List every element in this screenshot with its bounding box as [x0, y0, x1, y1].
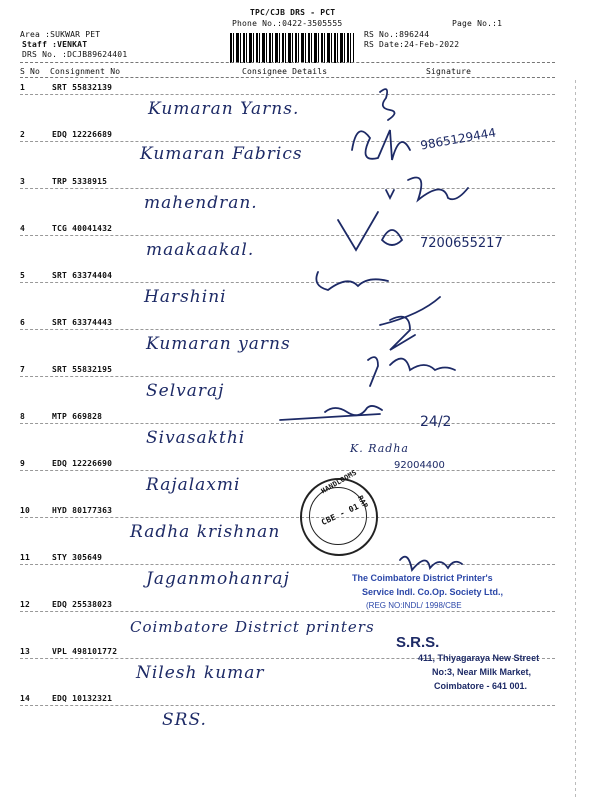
row-consignment-no: SRT 55832139 — [52, 83, 113, 92]
row-sno: 7 — [20, 365, 26, 374]
col-signature: Signature — [426, 67, 472, 76]
srs-stamp-title: S.R.S. — [396, 634, 440, 651]
srs-stamp-line1: 411, Thiyagaraya New Street — [418, 653, 540, 663]
row-sno: 12 — [20, 600, 31, 609]
row-consignee-handwritten: Selvaraj — [146, 381, 225, 401]
row-sno: 11 — [20, 553, 31, 562]
row-consignee-handwritten: Jaganmohanraj — [146, 569, 290, 589]
row-consignee-handwritten: SRS. — [162, 710, 207, 730]
stamp-center-text: CBE - 01 — [319, 501, 361, 528]
row-sno: 1 — [20, 83, 26, 92]
col-sno: S No — [20, 67, 41, 76]
row-consignee-handwritten: Sivasakthi — [146, 428, 246, 448]
row-sno: 3 — [20, 177, 26, 186]
row-sno: 4 — [20, 224, 26, 233]
row-sno: 13 — [20, 647, 31, 656]
row-consignment-no: TRP 5338915 — [52, 177, 108, 186]
date-note-row8: 24/2 — [420, 414, 452, 430]
number-note-row9: 92004400 — [394, 460, 445, 471]
row-sno: 10 — [20, 506, 31, 515]
rs-date: RS Date:24-Feb-2022 — [364, 40, 460, 49]
row-consignee-handwritten: Nilesh kumar — [136, 663, 265, 683]
society-stamp-line1: The Coimbatore District Printer's — [352, 573, 493, 583]
row-consignee-handwritten: Kumaran Yarns. — [148, 99, 300, 119]
row-consignment-no: EDQ 12226690 — [52, 459, 113, 468]
row-consignment-no: MTP 669828 — [52, 412, 103, 421]
srs-stamp-line2: No:3, Near Milk Market, — [432, 667, 532, 677]
stamp-top-text: HANDLOOMS — [319, 468, 359, 496]
area-label: Area :SUKWAR PET — [20, 30, 101, 39]
row-sno: 14 — [20, 694, 31, 703]
row-consignee-handwritten: Coimbatore District printers — [130, 618, 375, 636]
row-consignee-handwritten: Harshini — [144, 287, 227, 307]
page-number: Page No.:1 — [452, 19, 503, 28]
row-sno: 8 — [20, 412, 26, 421]
row-consignment-no: STY 305649 — [52, 553, 103, 562]
phone-note-row4: 7200655217 — [420, 236, 503, 251]
row-consignment-no: SRT 55832195 — [52, 365, 113, 374]
row-consignment-no: EDQ 12226689 — [52, 130, 113, 139]
name-note-row9: K. Radha — [350, 442, 409, 455]
society-stamp-line3: (REG NO:INDL/ 1998/CBE — [366, 601, 462, 610]
row-consignee-handwritten: Kumaran Fabrics — [140, 144, 303, 164]
row-consignment-no: HYD 80177363 — [52, 506, 113, 515]
row-consignment-no: SRT 63374404 — [52, 271, 113, 280]
row-consignee-handwritten: Radha krishnan — [130, 522, 281, 542]
round-stamp — [300, 468, 378, 556]
row-sno: 5 — [20, 271, 26, 280]
row-consignment-no: SRT 63374443 — [52, 318, 113, 327]
srs-stamp-line3: Coimbatore - 641 001. — [434, 681, 528, 691]
row-consignee-handwritten: Rajalaxmi — [146, 475, 241, 495]
staff-label: Staff :VENKAT — [22, 40, 88, 49]
phone-note-row2: 9865129444 — [419, 125, 497, 153]
row-sno: 6 — [20, 318, 26, 327]
row-consignment-no: EDQ 25538023 — [52, 600, 113, 609]
col-consignee: Consignee Details — [242, 67, 328, 76]
row-consignment-no: EDQ 10132321 — [52, 694, 113, 703]
row-consignee-handwritten: mahendran. — [144, 193, 258, 213]
drs-title: TPC/CJB DRS - PCT — [250, 8, 336, 17]
society-stamp-line2: Service Indl. Co.Op. Society Ltd., — [362, 587, 504, 597]
row-sno: 9 — [20, 459, 26, 468]
stamp-right-text: RAP — [355, 494, 370, 510]
row-consignment-no: TCG 40041432 — [52, 224, 113, 233]
row-sno: 2 — [20, 130, 26, 139]
phone-number: Phone No.:0422-3505555 — [232, 19, 343, 28]
drs-number: DRS No. :DCJB89624401 — [22, 50, 128, 59]
rs-number: RS No.:896244 — [364, 30, 430, 39]
row-consignment-no: VPL 498101772 — [52, 647, 118, 656]
page-edge-mark — [575, 80, 576, 800]
row-consignee-handwritten: Kumaran yarns — [146, 334, 291, 354]
col-consignment: Consignment No — [50, 67, 121, 76]
row-consignee-handwritten: maakaakal. — [146, 240, 255, 260]
